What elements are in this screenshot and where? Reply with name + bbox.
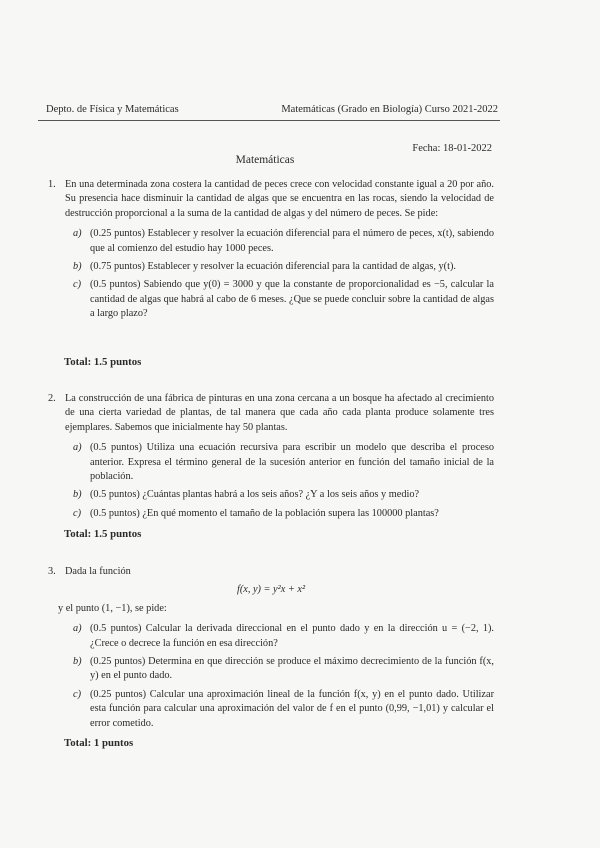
part-text: (0.5 puntos) ¿Cuántas plantas habrá a los seis años? ¿Y a los seis años y medio? <box>90 489 420 501</box>
question-stem: La construcción de una fábrica de pinturas en una zona cercana a un bosque ha afectado al crecimiento de una cierta variedad de plantas, de tal manera que cada año cada planta produce solamente tres ejemplares. Sabemos que inicialmente hay 50 plantas. <box>65 393 494 433</box>
question-stem: Dada la función <box>65 566 131 577</box>
question-part <box>73 655 494 684</box>
part-label: a) <box>73 623 82 635</box>
question-part <box>73 507 494 521</box>
page-title: Matemáticas <box>235 154 295 166</box>
question-parts <box>48 622 494 731</box>
part-text: (0.5 puntos) Calcular la derivada direccional en el punto dado y en la dirección u = (−2, 1). ¿Crece o decrece la función en esa dirección? <box>90 623 494 649</box>
part-label: c) <box>73 507 81 519</box>
question-part <box>73 260 494 274</box>
part-label: c) <box>73 279 81 291</box>
question-part <box>73 441 494 484</box>
question-stem: En una determinada zona costera la cantidad de peces crece con velocidad constante igual a 20 por año. Su presencia hace disminuir la cantidad de algas que se encuentra en las rocas, siendo la velocidad de destrucción proporcional a la suma de la cantidad de algas y del número de peces. Se pide: <box>65 179 494 219</box>
question-part <box>73 227 494 256</box>
question-number: 1. <box>48 179 56 190</box>
question-total: Total: 1.5 puntos <box>64 528 142 540</box>
question-total: Total: 1.5 puntos <box>64 356 142 368</box>
part-label: b) <box>73 656 82 668</box>
part-label: b) <box>73 489 82 501</box>
header-rule <box>38 120 500 121</box>
question-total: Total: 1 puntos <box>64 737 134 749</box>
question-part <box>73 278 494 321</box>
part-label: c) <box>73 688 81 700</box>
part-text: (0.25 puntos) Calcular una aproximación lineal de la función f(x, y) en el punto dado. Utilizar esta función para calcular una aproximación del valor de f en el punto (0,99, −1,01) y calcular el error cometido. <box>90 688 494 729</box>
exam-date: Fecha: 18-01-2022 <box>412 143 492 154</box>
question-number: 2. <box>48 393 56 404</box>
question-parts <box>48 441 494 521</box>
question-3 <box>48 565 494 735</box>
question-number: 3. <box>48 566 56 577</box>
part-label: a) <box>73 228 82 240</box>
question-part <box>73 688 494 731</box>
part-label: a) <box>73 442 82 454</box>
question-1 <box>48 178 494 326</box>
question-parts <box>48 227 494 321</box>
part-text: (0.5 puntos) Utiliza una ecuación recursiva para escribir un modelo que describa el proceso anterior. Expresa el término general de la sucesión anterior en función del tamaño inicial de la población. <box>90 442 494 483</box>
course-name: Matemáticas (Grado en Biología) Curso 2021-2022 <box>281 104 498 115</box>
function-formula: f(x, y) = y²x + x² <box>236 584 306 596</box>
question-2 <box>48 392 494 525</box>
department-name: Depto. de Física y Matemáticas <box>46 104 179 115</box>
question-part <box>73 622 494 651</box>
part-text: (0.5 puntos) Sabiendo que y(0) = 3000 y que la constante de proporcionalidad es −5, calcular la cantidad de algas que habrá al cabo de 6 meses. ¿Que se puede concluir sobre la cantidad de algas a largo plazo? <box>90 279 494 320</box>
header <box>46 104 498 115</box>
part-text: (0.5 puntos) ¿En qué momento el tamaño de la población supera las 100000 plantas? <box>90 507 439 519</box>
part-text: (0.75 puntos) Establecer y resolver la ecuación diferencial para la cantidad de algas, y(t). <box>90 261 456 273</box>
part-text: (0.25 puntos) Establecer y resolver la ecuación diferencial para el número de peces, x(t), sabiendo que al comienzo del estudio hay 1000 peces. <box>90 228 494 254</box>
question-stem-continued: y el punto (1, −1), se pide: <box>58 602 167 614</box>
part-text: (0.25 puntos) Determina en que dirección se produce el máximo decrecimiento de la función f(x, y) en el punto dado. <box>90 656 494 682</box>
question-part <box>73 488 494 502</box>
part-label: b) <box>73 261 82 273</box>
